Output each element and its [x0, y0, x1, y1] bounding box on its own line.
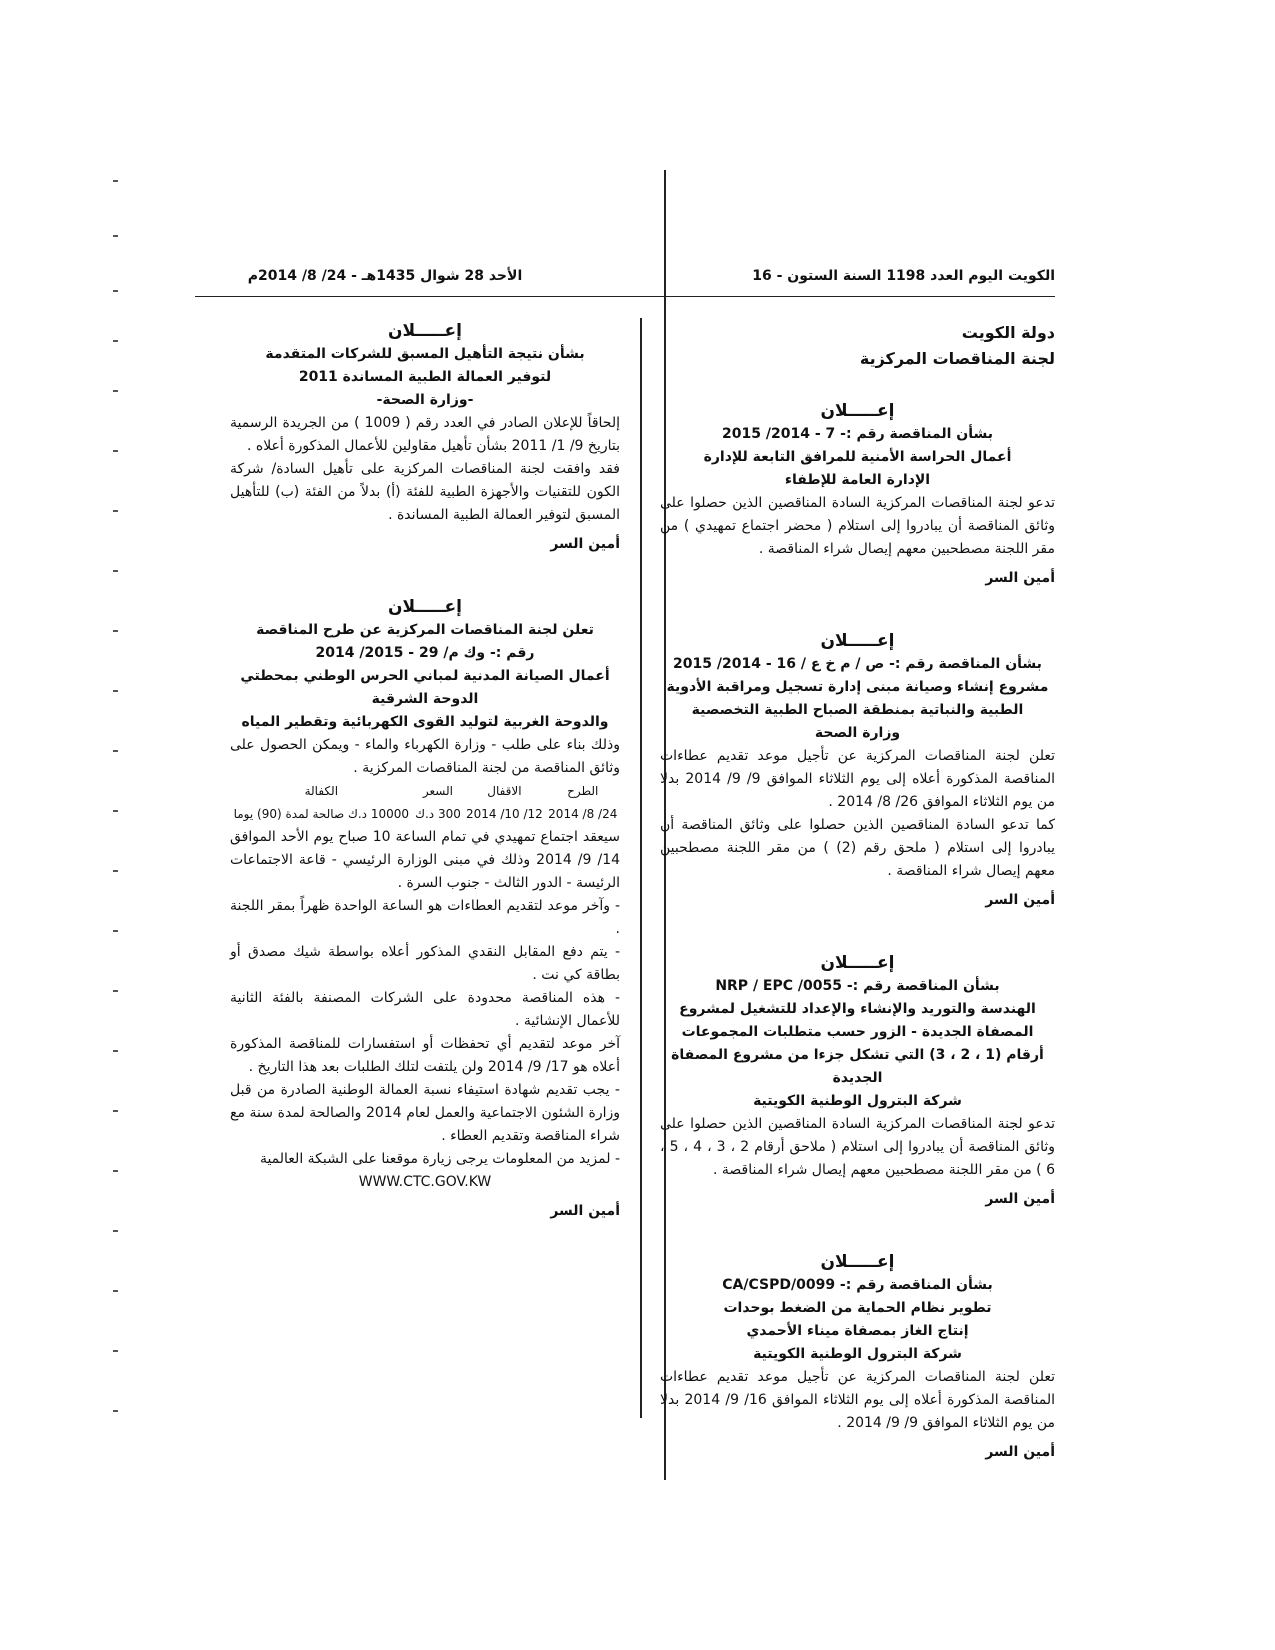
margin-mark [113, 1290, 118, 1292]
announcement-body: - وآخر موعد لتقديم العطاءات هو الساعة الواحدة ظهراً بمقر اللجنة . [230, 898, 620, 937]
announcement-4 [660, 1251, 1055, 1464]
announcement-body: - هذه المناقصة محدودة على الشركات المصنفة بالفئة الثانية للأعمال الإنشائية . [230, 990, 620, 1029]
announcement-heading: -وزارة الصحة- [376, 392, 474, 408]
announcement-body: إلحاقاً للإعلان الصادر في العدد رقم ( 1009 ) من الجريدة الرسمية بتاريخ 9/ 1/ 2011 بشأن تأهيل مقاولين للأعمال المذكورة أعلاه . [230, 415, 620, 454]
org-committee: لجنة المناقصات المركزية [859, 349, 1055, 368]
announcement-title: إعـــــلان [388, 597, 462, 617]
header-issue-info: الكويت اليوم العدد 1198 السنة الستون - 16 [752, 268, 1055, 284]
fees-table [230, 780, 620, 826]
margin-mark [113, 1110, 118, 1112]
announcement-body: تدعو لجنة المناقصات المركزية السادة المناقصين الذين حصلوا على وثائق المناقصة أن يبادروا إلى استلام ( ملاحق أرقام 2 ، 3 ، 4 ، 5 ، 6 ) من مقر اللجنة مصطحبين معهم إيصال شراء المناقصة . [660, 1116, 1055, 1178]
announcement-heading: أعمال الصيانة المدنية لمباني الحرس الوطني بمحطتي الدوحة الشرقية [240, 668, 610, 707]
announcement-title: إعـــــلان [820, 953, 895, 973]
margin-mark [113, 340, 118, 342]
margin-mark [113, 1050, 118, 1052]
announcement-heading: وزارة الصحة [814, 725, 901, 741]
signature: أمين السر [985, 1191, 1055, 1207]
announcement-heading: تعلن لجنة المناقصات المركزية عن طرح المناقصة [256, 622, 594, 638]
margin-mark [113, 750, 118, 752]
announcement-heading: بشأن المناقصة رقم :- 0099/CA/CSPD [722, 1277, 993, 1293]
table-header: السعر [422, 784, 453, 798]
table-cell: 24/ 8/ 2014 [548, 807, 618, 821]
signature: أمين السر [985, 892, 1055, 908]
announcement-2 [660, 630, 1055, 912]
margin-mark [113, 690, 118, 692]
announcement-body: - يتم دفع المقابل النقدي المذكور أعلاه بواسطة شيك مصدق أو بطاقة كي نت . [230, 944, 620, 983]
table-header: الكفالة [304, 784, 339, 798]
table-header: الطرح [567, 784, 599, 798]
left-column [230, 320, 620, 1223]
announcement-heading: بشأن نتيجة التأهيل المسبق للشركات المتقدمة [265, 346, 585, 362]
announcement-heading: أرقام (1 ، 2 ، 3) التي تشكل جزءا من مشروع المصفاة الجديدة [671, 1047, 1044, 1086]
announcement-body: سيعقد اجتماع تمهيدي في تمام الساعة 10 صباح يوم الأحد الموافق 14/ 9/ 2014 وذلك في مبنى الوزارة الرئيسي - قاعة الاجتماعات الرئيسة - الدور الثالث - جنوب السرة . [230, 829, 621, 891]
announcement-body: - يجب تقديم شهادة استيفاء نسبة العمالة الوطنية الصادرة من قبل وزارة الشئون الاجتماعية والعمل لعام 2014 والصالحة لمدة سنة مع شراء المناقصة وتقديم العطاء . [230, 1082, 621, 1144]
announcement-heading: بشأن المناقصة رقم :- ص / م خ ع / 16 - 2014/ 2015 [673, 656, 1042, 672]
announcement-heading: الهندسة والتوريد والإنشاء والإعداد للتشغيل لمشروع [679, 1001, 1036, 1017]
margin-mark [113, 1410, 118, 1412]
announcement-body: تعلن لجنة المناقصات المركزية عن تأجيل موعد تقديم عطاءات المناقصة المذكورة أعلاه إلى يوم الثلاثاء الموافق 9/ 9/ 2014 بدلا من يوم الثلاثاء الموافق 26/ 8/ 2014 . [660, 748, 1055, 810]
announcement-heading: بشأن المناقصة رقم :- 7 - 2014/ 2015 [722, 426, 993, 442]
announcement-title: إعـــــلان [820, 631, 895, 651]
page-header [195, 262, 1055, 297]
table-row [230, 803, 620, 826]
margin-mark [113, 290, 118, 292]
website-link[interactable]: WWW.CTC.GOV.KW [358, 1174, 492, 1190]
announcement-title: إعـــــلان [820, 401, 895, 421]
margin-mark [113, 990, 118, 992]
announcement-heading: تطوير نظام الحماية من الضغط بوحدات [723, 1300, 992, 1316]
announcement-5 [230, 320, 620, 556]
announcement-heading: المصفاة الجديدة - الزور حسب متطلبات المجموعات [681, 1024, 1034, 1040]
signature: أمين السر [985, 570, 1055, 586]
announcement-heading: والدوحة الغربية لتوليد القوى الكهربائية وتقطير المياه [241, 714, 609, 730]
announcement-heading: مشروع إنشاء وصيانة مبنى إدارة تسجيل ومراقبة الأدوية [666, 679, 1049, 695]
signature: أمين السر [550, 1203, 620, 1219]
margin-mark [113, 390, 118, 392]
announcement-body: وذلك بناء على طلب - وزارة الكهرباء والماء - ويمكن الحصول على وثائق المناقصة من لجنة المناقصات المركزية . [230, 737, 620, 776]
announcement-body: كما تدعو السادة المناقصين الذين حصلوا على وثائق المناقصة أن يبادروا إلى استلام ( ملحق رقم (2) ) من مقر اللجنة مصطحبين معهم إيصال شراء المناقصة . [660, 817, 1056, 879]
margin-mark [113, 1350, 118, 1352]
announcement-6 [230, 596, 620, 1223]
margin-mark [113, 510, 118, 512]
announcement-title: إعـــــلان [388, 321, 462, 341]
right-column [660, 320, 1055, 1464]
margin-mark [113, 180, 118, 182]
margin-mark [113, 450, 118, 452]
margin-mark [113, 870, 118, 872]
announcement-heading: إنتاج الغاز بمصفاة ميناء الأحمدي [746, 1323, 969, 1339]
announcement-heading: لتوفير العمالة الطبية المساندة 2011 [298, 369, 552, 385]
announcement-heading: شركة البترول الوطنية الكويتية [753, 1346, 962, 1362]
table-header: الاقفال [487, 784, 522, 798]
announcement-body: فقد وافقت لجنة المناقصات المركزية على تأهيل السادة/ شركة الكون للتقنيات والأجهزة الطبية للفئة (أ) بدلاً من الفئة (ب) للتأهيل المسبق لتوفير العمالة الطبية المساندة . [230, 461, 620, 523]
margin-mark [113, 810, 118, 812]
table-cell: 300 د.ك [415, 807, 461, 821]
announcement-heading: الطبية والنباتية بمنطقة الصباح الطبية التخصصية [691, 702, 1024, 718]
signature: أمين السر [550, 536, 620, 552]
margin-mark [113, 235, 118, 237]
announcement-body: تدعو لجنة المناقصات المركزية السادة المناقصين الذين حصلوا على وثائق المناقصة أن يبادروا إلى استلام ( محضر اجتماع تمهيدي ) من مقر اللجنة مصطحبين معهم إيصال شراء المناقصة . [660, 495, 1055, 557]
signature: أمين السر [985, 1444, 1055, 1460]
announcement-heading: الإدارة العامة للإطفاء [784, 472, 931, 488]
margin-mark [113, 570, 118, 572]
column-divider [640, 318, 642, 1418]
table-cell: 10000 د.ك صالحة لمدة (90) يوما [233, 807, 410, 821]
announcement-heading: رقم :- وك م/ 29 - 2015/ 2014 [315, 645, 535, 661]
header-date: الأحد 28 شوال 1435هـ - 24/ 8/ 2014م [247, 268, 523, 284]
org-name: دولة الكويت [961, 323, 1055, 342]
announcement-1 [660, 400, 1055, 590]
table-cell: 12/ 10/ 2014 [465, 807, 543, 821]
margin-mark [113, 1170, 118, 1172]
margin-marks [113, 150, 123, 1450]
announcement-body: تعلن لجنة المناقصات المركزية عن تأجيل موعد تقديم عطاءات المناقصة المذكورة أعلاه إلى يوم الثلاثاء الموافق 16/ 9/ 2014 بدلا من يوم الثلاثاء الموافق 9/ 9/ 2014 . [660, 1369, 1055, 1431]
announcement-heading: بشأن المناقصة رقم :- 0055/ NRP / EPC [715, 978, 1000, 994]
announcement-title: إعـــــلان [820, 1252, 895, 1272]
announcement-heading: أعمال الحراسة الأمنية للمرافق التابعة للإدارة [703, 449, 1012, 465]
announcement-body: آخر موعد لتقديم أي تحفظات أو استفسارات للمناقصة المذكورة أعلاه هو 17/ 9/ 2014 ولن يلتفت لتلك الطلبات بعد هذا التاريخ . [230, 1036, 620, 1075]
announcement-body: - لمزيد من المعلومات يرجى زيارة موقعنا على الشبكة العالمية [259, 1151, 620, 1167]
margin-mark [113, 630, 118, 632]
table-header-row [230, 780, 620, 803]
announcement-heading: شركة البترول الوطنية الكويتية [753, 1093, 962, 1109]
announcement-3 [660, 952, 1055, 1211]
margin-mark [113, 1230, 118, 1232]
margin-mark [113, 930, 118, 932]
